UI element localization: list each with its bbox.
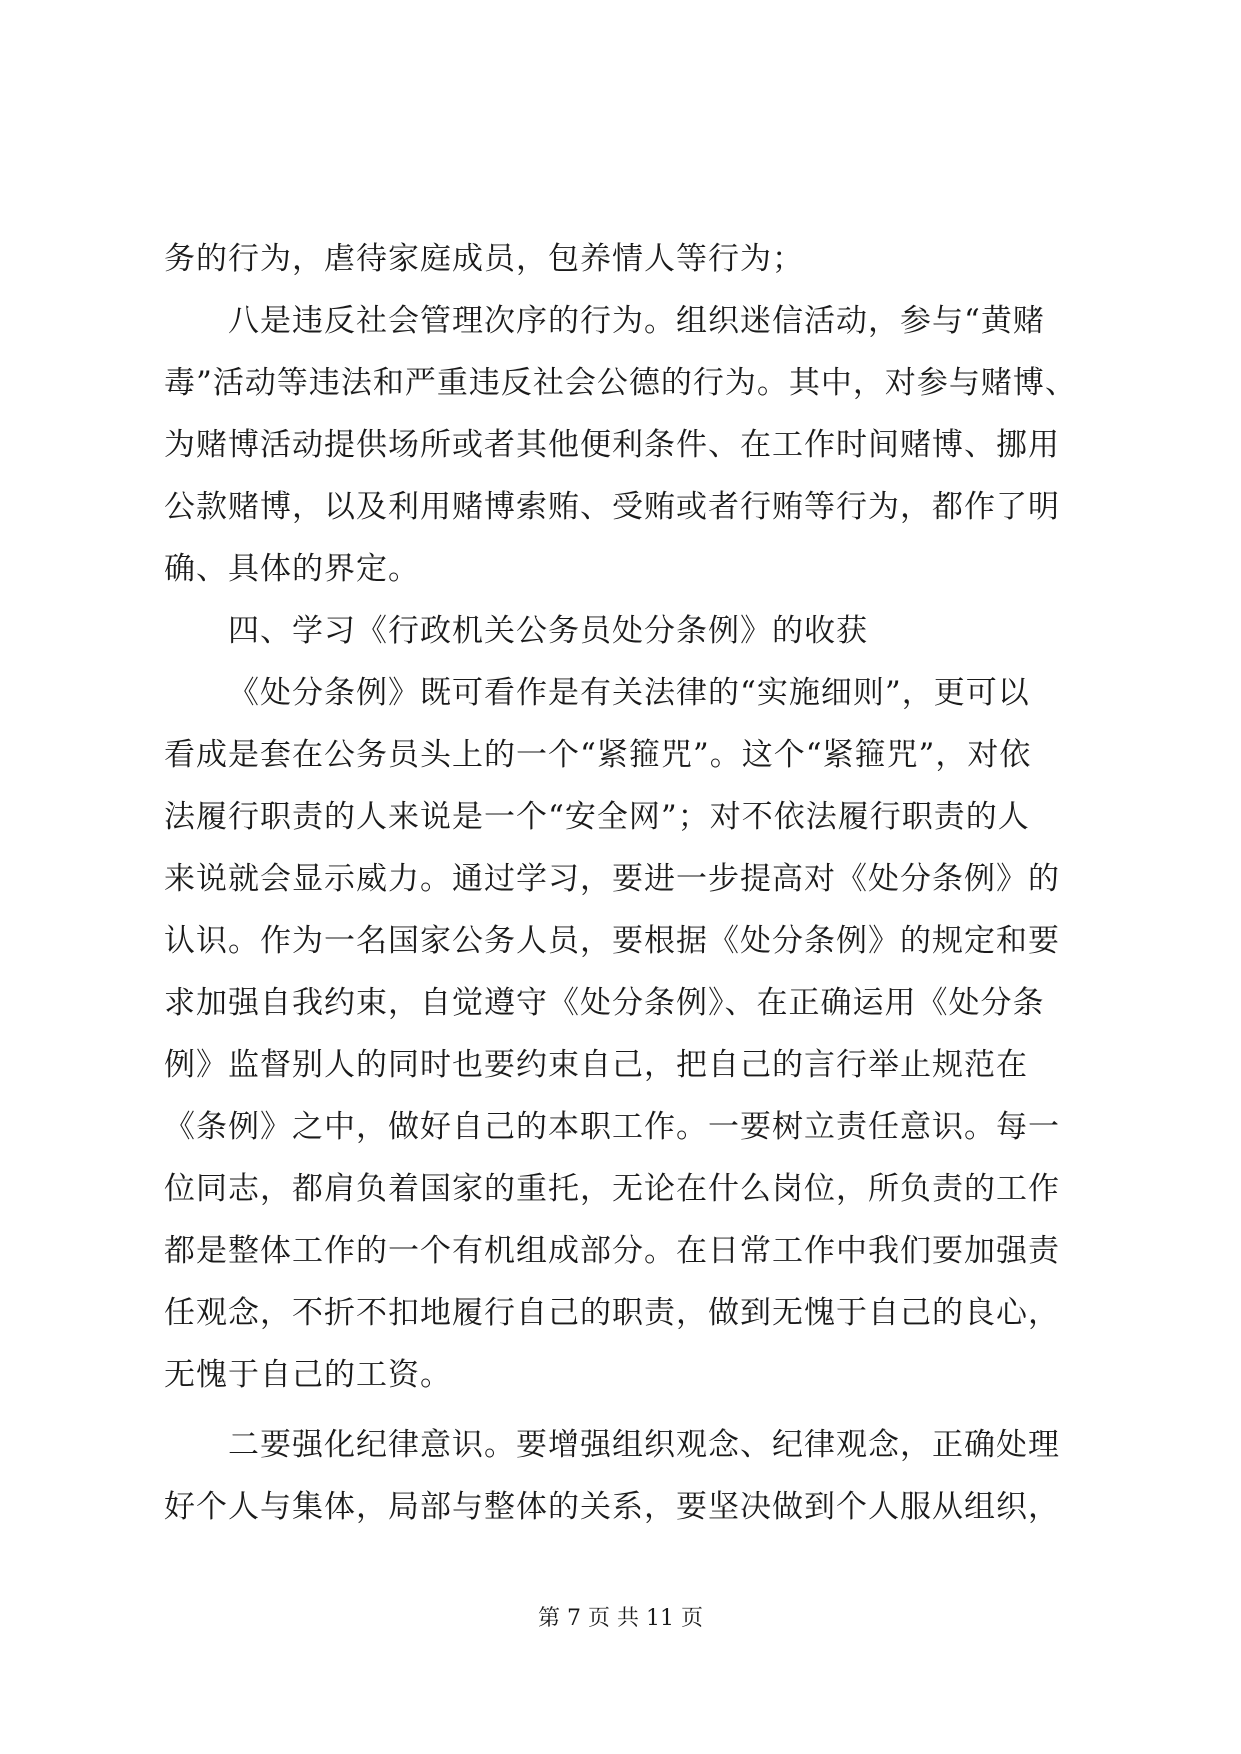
paragraph-start-line: 《处分条例》既可看作是有关法律的“实施细则”，更可以 <box>228 675 1030 711</box>
text-line: 都是整体工作的一个有机组成部分。在日常工作中我们要加强责 <box>164 1233 1060 1269</box>
text-line: 位同志，都肩负着国家的重托，无论在什么岗位，所负责的工作 <box>164 1171 1060 1207</box>
text-line: 例》监督别人的同时也要约束自己，把自己的言行举止规范在 <box>164 1047 1028 1083</box>
text-line: 来说就会显示威力。通过学习，要进一步提高对《处分条例》的 <box>164 861 1060 897</box>
text-line: 公款赌博，以及利用赌博索贿、受贿或者行贿等行为，都作了明 <box>164 489 1060 525</box>
text-line: 求加强自我约束，自觉遵守《处分条例》、在正确运用《处分条 <box>164 985 1045 1021</box>
page-number-footer: 第 7 页 共 11 页 <box>538 1606 703 1631</box>
text-line: 毒”活动等违法和严重违反社会公德的行为。其中，对参与赌博、 <box>164 365 1077 401</box>
text-line: 无愧于自己的工资。 <box>164 1357 452 1393</box>
document-body <box>164 228 1084 1538</box>
text-line: 任观念，不折不扣地履行自己的职责，做到无愧于自己的良心， <box>164 1295 1060 1331</box>
text-line: 确、具体的界定。 <box>164 551 420 587</box>
section-heading: 四、学习《行政机关公务员处分条例》的收获 <box>228 613 868 649</box>
text-line: 看成是套在公务员头上的一个“紧箍咒”。这个“紧箍咒”，对依 <box>164 737 1032 773</box>
paragraph-start-line: 八是违反社会管理次序的行为。组织迷信活动，参与“黄赌 <box>228 303 1045 339</box>
text-line: 为赌博活动提供场所或者其他便利条件、在工作时间赌博、挪用 <box>164 427 1060 463</box>
text-line: 认识。作为一名国家公务人员，要根据《处分条例》的规定和要 <box>164 923 1060 959</box>
text-line: 好个人与集体，局部与整体的关系，要坚决做到个人服从组织， <box>164 1489 1060 1525</box>
paragraph-start-line: 二要强化纪律意识。要增强组织观念、纪律观念，正确处理 <box>228 1427 1060 1463</box>
text-line: 务的行为，虐待家庭成员，包养情人等行为； <box>164 241 804 277</box>
text-line: 《条例》之中，做好自己的本职工作。一要树立责任意识。每一 <box>164 1109 1060 1145</box>
text-line: 法履行职责的人来说是一个“安全网”；对不依法履行职责的人 <box>164 799 1030 835</box>
